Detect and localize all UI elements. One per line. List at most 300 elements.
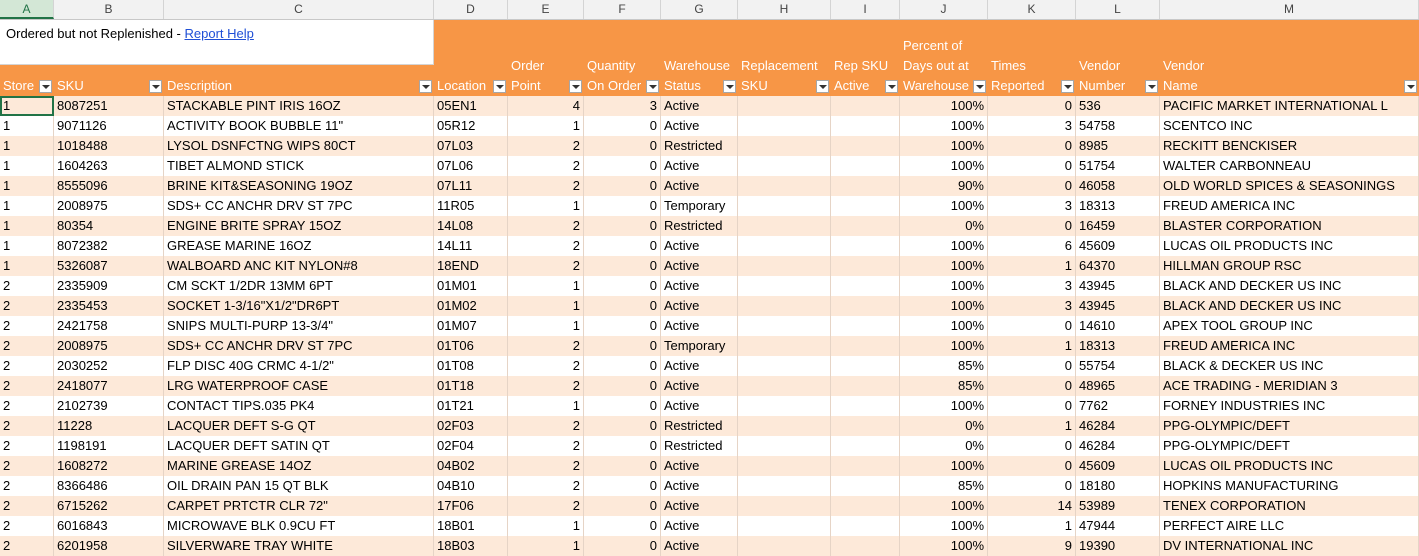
- cell-store[interactable]: 2: [0, 516, 54, 536]
- cell-vendor-number[interactable]: 51754: [1076, 156, 1160, 176]
- cell-store[interactable]: 1: [0, 236, 54, 256]
- cell-vendor-number[interactable]: 43945: [1076, 296, 1160, 316]
- cell-vendor-name[interactable]: BLACK AND DECKER US INC: [1160, 276, 1419, 296]
- cell-times-reported[interactable]: 1: [988, 516, 1076, 536]
- cell-warehouse-status[interactable]: Active: [661, 256, 738, 276]
- cell-vendor-number[interactable]: 47944: [1076, 516, 1160, 536]
- cell-order-point[interactable]: 1: [508, 536, 584, 556]
- cell-sku[interactable]: 8366486: [54, 476, 164, 496]
- cell-rep-sku-active[interactable]: [831, 336, 900, 356]
- cell-store[interactable]: 2: [0, 416, 54, 436]
- cell-rep-sku-active[interactable]: [831, 196, 900, 216]
- cell-percent-days-out[interactable]: 85%: [900, 476, 988, 496]
- cell-rep-sku-active[interactable]: [831, 396, 900, 416]
- cell-times-reported[interactable]: 9: [988, 536, 1076, 556]
- cell-location[interactable]: 01M07: [434, 316, 508, 336]
- cell-quantity-on-order[interactable]: 0: [584, 436, 661, 456]
- cell-times-reported[interactable]: 0: [988, 96, 1076, 116]
- cell-description[interactable]: MARINE GREASE 14OZ: [164, 456, 434, 476]
- cell-percent-days-out[interactable]: 100%: [900, 336, 988, 356]
- cell-vendor-number[interactable]: 55754: [1076, 356, 1160, 376]
- cell-vendor-name[interactable]: PACIFIC MARKET INTERNATIONAL L: [1160, 96, 1419, 116]
- cell-percent-days-out[interactable]: 100%: [900, 96, 988, 116]
- cell-quantity-on-order[interactable]: 0: [584, 356, 661, 376]
- filter-dropdown-icon[interactable]: [569, 80, 582, 93]
- cell-warehouse-status[interactable]: Temporary: [661, 196, 738, 216]
- cell-sku[interactable]: 2102739: [54, 396, 164, 416]
- cell-percent-days-out[interactable]: 0%: [900, 436, 988, 456]
- cell-description[interactable]: FLP DISC 40G CRMC 4-1/2": [164, 356, 434, 376]
- cell-vendor-name[interactable]: DV INTERNATIONAL INC: [1160, 536, 1419, 556]
- cell-quantity-on-order[interactable]: 0: [584, 176, 661, 196]
- cell-warehouse-status[interactable]: Active: [661, 516, 738, 536]
- cell-order-point[interactable]: 1: [508, 396, 584, 416]
- cell-percent-days-out[interactable]: 100%: [900, 516, 988, 536]
- cell-order-point[interactable]: 1: [508, 116, 584, 136]
- cell-vendor-number[interactable]: 46284: [1076, 416, 1160, 436]
- cell-sku[interactable]: 8555096: [54, 176, 164, 196]
- cell-order-point[interactable]: 1: [508, 296, 584, 316]
- cell-store[interactable]: 1: [0, 216, 54, 236]
- cell-replacement-sku[interactable]: [738, 336, 831, 356]
- cell-description[interactable]: SOCKET 1-3/16"X1/2"DR6PT: [164, 296, 434, 316]
- cell-sku[interactable]: 8072382: [54, 236, 164, 256]
- cell-store[interactable]: 2: [0, 396, 54, 416]
- cell-order-point[interactable]: 2: [508, 436, 584, 456]
- cell-percent-days-out[interactable]: 0%: [900, 216, 988, 236]
- filter-dropdown-icon[interactable]: [419, 80, 432, 93]
- cell-quantity-on-order[interactable]: 0: [584, 476, 661, 496]
- cell-warehouse-status[interactable]: Active: [661, 176, 738, 196]
- cell-times-reported[interactable]: 0: [988, 356, 1076, 376]
- cell-vendor-number[interactable]: 536: [1076, 96, 1160, 116]
- column-letter-c[interactable]: C: [164, 0, 434, 19]
- cell-percent-days-out[interactable]: 100%: [900, 156, 988, 176]
- cell-quantity-on-order[interactable]: 0: [584, 116, 661, 136]
- cell-description[interactable]: SDS+ CC ANCHR DRV ST 7PC: [164, 336, 434, 356]
- cell-location[interactable]: 18END: [434, 256, 508, 276]
- cell-location[interactable]: 01T18: [434, 376, 508, 396]
- cell-vendor-name[interactable]: WALTER CARBONNEAU: [1160, 156, 1419, 176]
- cell-order-point[interactable]: 2: [508, 456, 584, 476]
- filter-dropdown-icon[interactable]: [1061, 80, 1074, 93]
- cell-percent-days-out[interactable]: 100%: [900, 296, 988, 316]
- cell-warehouse-status[interactable]: Restricted: [661, 436, 738, 456]
- cell-vendor-number[interactable]: 18313: [1076, 196, 1160, 216]
- cell-store[interactable]: 2: [0, 436, 54, 456]
- cell-vendor-name[interactable]: FREUD AMERICA INC: [1160, 336, 1419, 356]
- cell-quantity-on-order[interactable]: 0: [584, 416, 661, 436]
- cell-vendor-number[interactable]: 14610: [1076, 316, 1160, 336]
- cell-location[interactable]: 02F04: [434, 436, 508, 456]
- cell-order-point[interactable]: 2: [508, 476, 584, 496]
- filter-dropdown-icon[interactable]: [723, 80, 736, 93]
- cell-store[interactable]: 2: [0, 356, 54, 376]
- cell-store[interactable]: 1: [0, 116, 54, 136]
- cell-vendor-name[interactable]: LUCAS OIL PRODUCTS INC: [1160, 456, 1419, 476]
- cell-sku[interactable]: 1608272: [54, 456, 164, 476]
- filter-dropdown-icon[interactable]: [493, 80, 506, 93]
- cell-percent-days-out[interactable]: 85%: [900, 376, 988, 396]
- cell-description[interactable]: MICROWAVE BLK 0.9CU FT: [164, 516, 434, 536]
- column-letter-h[interactable]: H: [738, 0, 831, 19]
- cell-store[interactable]: 2: [0, 276, 54, 296]
- cell-store[interactable]: 1: [0, 176, 54, 196]
- cell-warehouse-status[interactable]: Active: [661, 496, 738, 516]
- cell-vendor-name[interactable]: LUCAS OIL PRODUCTS INC: [1160, 236, 1419, 256]
- cell-location[interactable]: 18B03: [434, 536, 508, 556]
- cell-order-point[interactable]: 2: [508, 176, 584, 196]
- cell-warehouse-status[interactable]: Restricted: [661, 136, 738, 156]
- cell-location[interactable]: 17F06: [434, 496, 508, 516]
- cell-rep-sku-active[interactable]: [831, 376, 900, 396]
- cell-sku[interactable]: 6201958: [54, 536, 164, 556]
- cell-replacement-sku[interactable]: [738, 496, 831, 516]
- cell-store[interactable]: 1: [0, 156, 54, 176]
- filter-dropdown-icon[interactable]: [973, 80, 986, 93]
- cell-warehouse-status[interactable]: Active: [661, 296, 738, 316]
- cell-warehouse-status[interactable]: Active: [661, 236, 738, 256]
- cell-replacement-sku[interactable]: [738, 276, 831, 296]
- cell-times-reported[interactable]: 3: [988, 276, 1076, 296]
- report-title-box[interactable]: [0, 20, 434, 65]
- cell-warehouse-status[interactable]: Active: [661, 156, 738, 176]
- cell-replacement-sku[interactable]: [738, 136, 831, 156]
- cell-replacement-sku[interactable]: [738, 436, 831, 456]
- cell-store[interactable]: 2: [0, 496, 54, 516]
- cell-order-point[interactable]: 4: [508, 96, 584, 116]
- cell-percent-days-out[interactable]: 100%: [900, 196, 988, 216]
- cell-sku[interactable]: 1198191: [54, 436, 164, 456]
- cell-times-reported[interactable]: 0: [988, 136, 1076, 156]
- cell-quantity-on-order[interactable]: 0: [584, 216, 661, 236]
- cell-replacement-sku[interactable]: [738, 156, 831, 176]
- cell-order-point[interactable]: 2: [508, 416, 584, 436]
- cell-sku[interactable]: 8087251: [54, 96, 164, 116]
- cell-vendor-name[interactable]: ACE TRADING - MERIDIAN 3: [1160, 376, 1419, 396]
- cell-description[interactable]: LRG WATERPROOF CASE: [164, 376, 434, 396]
- cell-vendor-name[interactable]: OLD WORLD SPICES & SEASONINGS: [1160, 176, 1419, 196]
- cell-order-point[interactable]: 2: [508, 156, 584, 176]
- cell-times-reported[interactable]: 1: [988, 416, 1076, 436]
- cell-replacement-sku[interactable]: [738, 196, 831, 216]
- report-help-link[interactable]: Report Help: [184, 26, 254, 41]
- cell-replacement-sku[interactable]: [738, 476, 831, 496]
- cell-order-point[interactable]: 2: [508, 376, 584, 396]
- cell-quantity-on-order[interactable]: 0: [584, 456, 661, 476]
- cell-vendor-name[interactable]: BLACK AND DECKER US INC: [1160, 296, 1419, 316]
- cell-percent-days-out[interactable]: 85%: [900, 356, 988, 376]
- column-letter-m[interactable]: M: [1160, 0, 1419, 19]
- cell-order-point[interactable]: 1: [508, 276, 584, 296]
- cell-vendor-number[interactable]: 64370: [1076, 256, 1160, 276]
- cell-order-point[interactable]: 1: [508, 196, 584, 216]
- cell-warehouse-status[interactable]: Active: [661, 396, 738, 416]
- cell-percent-days-out[interactable]: 0%: [900, 416, 988, 436]
- cell-sku[interactable]: 9071126: [54, 116, 164, 136]
- cell-rep-sku-active[interactable]: [831, 516, 900, 536]
- cell-times-reported[interactable]: 0: [988, 316, 1076, 336]
- cell-sku[interactable]: 2030252: [54, 356, 164, 376]
- cell-vendor-number[interactable]: 19390: [1076, 536, 1160, 556]
- cell-store[interactable]: 1: [0, 136, 54, 156]
- cell-rep-sku-active[interactable]: [831, 296, 900, 316]
- cell-replacement-sku[interactable]: [738, 316, 831, 336]
- cell-rep-sku-active[interactable]: [831, 436, 900, 456]
- cell-description[interactable]: SDS+ CC ANCHR DRV ST 7PC: [164, 196, 434, 216]
- cell-warehouse-status[interactable]: Active: [661, 536, 738, 556]
- cell-warehouse-status[interactable]: Temporary: [661, 336, 738, 356]
- cell-vendor-name[interactable]: FREUD AMERICA INC: [1160, 196, 1419, 216]
- cell-location[interactable]: 07L03: [434, 136, 508, 156]
- cell-times-reported[interactable]: 0: [988, 216, 1076, 236]
- cell-quantity-on-order[interactable]: 0: [584, 536, 661, 556]
- filter-dropdown-icon[interactable]: [1404, 80, 1417, 93]
- cell-percent-days-out[interactable]: 100%: [900, 456, 988, 476]
- filter-dropdown-icon[interactable]: [39, 80, 52, 93]
- cell-quantity-on-order[interactable]: 0: [584, 156, 661, 176]
- cell-warehouse-status[interactable]: Restricted: [661, 216, 738, 236]
- cell-times-reported[interactable]: 0: [988, 476, 1076, 496]
- cell-rep-sku-active[interactable]: [831, 256, 900, 276]
- cell-order-point[interactable]: 2: [508, 336, 584, 356]
- cell-order-point[interactable]: 1: [508, 316, 584, 336]
- cell-vendor-number[interactable]: 46058: [1076, 176, 1160, 196]
- cell-replacement-sku[interactable]: [738, 396, 831, 416]
- cell-rep-sku-active[interactable]: [831, 96, 900, 116]
- cell-warehouse-status[interactable]: Restricted: [661, 416, 738, 436]
- cell-percent-days-out[interactable]: 100%: [900, 116, 988, 136]
- cell-times-reported[interactable]: 3: [988, 196, 1076, 216]
- cell-rep-sku-active[interactable]: [831, 456, 900, 476]
- cell-description[interactable]: LACQUER DEFT SATIN QT: [164, 436, 434, 456]
- cell-replacement-sku[interactable]: [738, 296, 831, 316]
- column-letter-k[interactable]: K: [988, 0, 1076, 19]
- cell-percent-days-out[interactable]: 100%: [900, 396, 988, 416]
- cell-vendor-name[interactable]: APEX TOOL GROUP INC: [1160, 316, 1419, 336]
- cell-vendor-name[interactable]: FORNEY INDUSTRIES INC: [1160, 396, 1419, 416]
- cell-sku[interactable]: 1018488: [54, 136, 164, 156]
- cell-rep-sku-active[interactable]: [831, 416, 900, 436]
- cell-quantity-on-order[interactable]: 0: [584, 256, 661, 276]
- cell-vendor-name[interactable]: HOPKINS MANUFACTURING: [1160, 476, 1419, 496]
- filter-dropdown-icon[interactable]: [885, 80, 898, 93]
- cell-description[interactable]: ACTIVITY BOOK BUBBLE 11": [164, 116, 434, 136]
- cell-quantity-on-order[interactable]: 0: [584, 276, 661, 296]
- cell-vendor-name[interactable]: RECKITT BENCKISER: [1160, 136, 1419, 156]
- cell-store[interactable]: 2: [0, 476, 54, 496]
- cell-sku[interactable]: 11228: [54, 416, 164, 436]
- cell-times-reported[interactable]: 0: [988, 156, 1076, 176]
- cell-store[interactable]: 2: [0, 316, 54, 336]
- cell-quantity-on-order[interactable]: 0: [584, 376, 661, 396]
- cell-description[interactable]: WALBOARD ANC KIT NYLON#8: [164, 256, 434, 276]
- cell-percent-days-out[interactable]: 100%: [900, 276, 988, 296]
- cell-quantity-on-order[interactable]: 0: [584, 516, 661, 536]
- cell-percent-days-out[interactable]: 100%: [900, 136, 988, 156]
- cell-location[interactable]: 04B02: [434, 456, 508, 476]
- cell-store[interactable]: 1: [0, 256, 54, 276]
- cell-location[interactable]: 18B01: [434, 516, 508, 536]
- cell-description[interactable]: LACQUER DEFT S-G QT: [164, 416, 434, 436]
- cell-quantity-on-order[interactable]: 0: [584, 196, 661, 216]
- cell-quantity-on-order[interactable]: 0: [584, 336, 661, 356]
- cell-sku[interactable]: 6715262: [54, 496, 164, 516]
- cell-vendor-number[interactable]: 18180: [1076, 476, 1160, 496]
- cell-location[interactable]: 14L11: [434, 236, 508, 256]
- cell-replacement-sku[interactable]: [738, 96, 831, 116]
- cell-times-reported[interactable]: 0: [988, 176, 1076, 196]
- cell-rep-sku-active[interactable]: [831, 176, 900, 196]
- cell-description[interactable]: OIL DRAIN PAN 15 QT BLK: [164, 476, 434, 496]
- cell-location[interactable]: 07L06: [434, 156, 508, 176]
- cell-replacement-sku[interactable]: [738, 216, 831, 236]
- cell-percent-days-out[interactable]: 100%: [900, 496, 988, 516]
- cell-percent-days-out[interactable]: 100%: [900, 236, 988, 256]
- cell-quantity-on-order[interactable]: 0: [584, 316, 661, 336]
- cell-vendor-number[interactable]: 18313: [1076, 336, 1160, 356]
- cell-description[interactable]: BRINE KIT&SEASONING 19OZ: [164, 176, 434, 196]
- cell-replacement-sku[interactable]: [738, 256, 831, 276]
- cell-vendor-number[interactable]: 46284: [1076, 436, 1160, 456]
- cell-rep-sku-active[interactable]: [831, 476, 900, 496]
- cell-description[interactable]: STACKABLE PINT IRIS 16OZ: [164, 96, 434, 116]
- cell-times-reported[interactable]: 1: [988, 336, 1076, 356]
- cell-description[interactable]: CONTACT TIPS.035 PK4: [164, 396, 434, 416]
- cell-store[interactable]: 2: [0, 456, 54, 476]
- cell-quantity-on-order[interactable]: 0: [584, 296, 661, 316]
- cell-store[interactable]: 2: [0, 336, 54, 356]
- cell-description[interactable]: TIBET ALMOND STICK: [164, 156, 434, 176]
- cell-times-reported[interactable]: 0: [988, 436, 1076, 456]
- cell-replacement-sku[interactable]: [738, 356, 831, 376]
- cell-vendor-number[interactable]: 43945: [1076, 276, 1160, 296]
- cell-quantity-on-order[interactable]: 0: [584, 136, 661, 156]
- cell-replacement-sku[interactable]: [738, 376, 831, 396]
- cell-vendor-name[interactable]: BLASTER CORPORATION: [1160, 216, 1419, 236]
- cell-rep-sku-active[interactable]: [831, 276, 900, 296]
- cell-location[interactable]: 05R12: [434, 116, 508, 136]
- cell-times-reported[interactable]: 3: [988, 116, 1076, 136]
- column-letter-l[interactable]: L: [1076, 0, 1160, 19]
- cell-times-reported[interactable]: 14: [988, 496, 1076, 516]
- cell-times-reported[interactable]: 6: [988, 236, 1076, 256]
- cell-times-reported[interactable]: 0: [988, 456, 1076, 476]
- cell-location[interactable]: 02F03: [434, 416, 508, 436]
- cell-replacement-sku[interactable]: [738, 536, 831, 556]
- cell-store[interactable]: 1: [0, 96, 54, 116]
- filter-dropdown-icon[interactable]: [646, 80, 659, 93]
- cell-vendor-number[interactable]: 7762: [1076, 396, 1160, 416]
- column-letter-f[interactable]: F: [584, 0, 661, 19]
- cell-rep-sku-active[interactable]: [831, 136, 900, 156]
- cell-vendor-name[interactable]: TENEX CORPORATION: [1160, 496, 1419, 516]
- cell-replacement-sku[interactable]: [738, 116, 831, 136]
- column-letter-d[interactable]: D: [434, 0, 508, 19]
- cell-vendor-number[interactable]: 54758: [1076, 116, 1160, 136]
- cell-percent-days-out[interactable]: 100%: [900, 256, 988, 276]
- column-letter-j[interactable]: J: [900, 0, 988, 19]
- cell-vendor-number[interactable]: 16459: [1076, 216, 1160, 236]
- cell-replacement-sku[interactable]: [738, 176, 831, 196]
- cell-sku[interactable]: 80354: [54, 216, 164, 236]
- cell-vendor-name[interactable]: HILLMAN GROUP RSC: [1160, 256, 1419, 276]
- column-letter-e[interactable]: E: [508, 0, 584, 19]
- cell-description[interactable]: CM SCKT 1/2DR 13MM 6PT: [164, 276, 434, 296]
- cell-store[interactable]: 2: [0, 376, 54, 396]
- cell-warehouse-status[interactable]: Active: [661, 376, 738, 396]
- cell-sku[interactable]: 2418077: [54, 376, 164, 396]
- cell-location[interactable]: 14L08: [434, 216, 508, 236]
- cell-warehouse-status[interactable]: Active: [661, 116, 738, 136]
- cell-times-reported[interactable]: 3: [988, 296, 1076, 316]
- cell-vendor-number[interactable]: 45609: [1076, 236, 1160, 256]
- cell-sku[interactable]: 2008975: [54, 196, 164, 216]
- cell-rep-sku-active[interactable]: [831, 236, 900, 256]
- cell-order-point[interactable]: 2: [508, 236, 584, 256]
- cell-order-point[interactable]: 2: [508, 136, 584, 156]
- cell-description[interactable]: CARPET PRTCTR CLR 72": [164, 496, 434, 516]
- cell-location[interactable]: 01M01: [434, 276, 508, 296]
- cell-percent-days-out[interactable]: 90%: [900, 176, 988, 196]
- column-letter-b[interactable]: B: [54, 0, 164, 19]
- cell-vendor-number[interactable]: 8985: [1076, 136, 1160, 156]
- cell-rep-sku-active[interactable]: [831, 116, 900, 136]
- cell-store[interactable]: 2: [0, 536, 54, 556]
- cell-rep-sku-active[interactable]: [831, 156, 900, 176]
- cell-location[interactable]: 05EN1: [434, 96, 508, 116]
- cell-warehouse-status[interactable]: Active: [661, 96, 738, 116]
- cell-replacement-sku[interactable]: [738, 456, 831, 476]
- cell-sku[interactable]: 1604263: [54, 156, 164, 176]
- cell-vendor-name[interactable]: PPG-OLYMPIC/DEFT: [1160, 416, 1419, 436]
- cell-sku[interactable]: 6016843: [54, 516, 164, 536]
- cell-location[interactable]: 07L11: [434, 176, 508, 196]
- cell-order-point[interactable]: 2: [508, 356, 584, 376]
- cell-order-point[interactable]: 1: [508, 516, 584, 536]
- cell-vendor-name[interactable]: SCENTCO INC: [1160, 116, 1419, 136]
- cell-description[interactable]: GREASE MARINE 16OZ: [164, 236, 434, 256]
- cell-store[interactable]: 1: [0, 196, 54, 216]
- cell-warehouse-status[interactable]: Active: [661, 316, 738, 336]
- cell-replacement-sku[interactable]: [738, 236, 831, 256]
- column-letter-i[interactable]: I: [831, 0, 900, 19]
- cell-percent-days-out[interactable]: 100%: [900, 536, 988, 556]
- cell-rep-sku-active[interactable]: [831, 356, 900, 376]
- cell-sku[interactable]: 5326087: [54, 256, 164, 276]
- cell-sku[interactable]: 2335453: [54, 296, 164, 316]
- cell-vendor-name[interactable]: PERFECT AIRE LLC: [1160, 516, 1419, 536]
- column-letter-a[interactable]: A: [0, 0, 54, 19]
- cell-sku[interactable]: 2335909: [54, 276, 164, 296]
- cell-description[interactable]: SNIPS MULTI-PURP 13-3/4": [164, 316, 434, 336]
- cell-rep-sku-active[interactable]: [831, 496, 900, 516]
- cell-order-point[interactable]: 2: [508, 496, 584, 516]
- cell-quantity-on-order[interactable]: 0: [584, 396, 661, 416]
- cell-location[interactable]: 01T06: [434, 336, 508, 356]
- cell-quantity-on-order[interactable]: 3: [584, 96, 661, 116]
- cell-sku[interactable]: 2421758: [54, 316, 164, 336]
- cell-percent-days-out[interactable]: 100%: [900, 316, 988, 336]
- cell-location[interactable]: 01M02: [434, 296, 508, 316]
- cell-location[interactable]: 01T08: [434, 356, 508, 376]
- cell-times-reported[interactable]: 0: [988, 396, 1076, 416]
- cell-location[interactable]: 11R05: [434, 196, 508, 216]
- cell-sku[interactable]: 2008975: [54, 336, 164, 356]
- cell-warehouse-status[interactable]: Active: [661, 276, 738, 296]
- filter-dropdown-icon[interactable]: [1145, 80, 1158, 93]
- cell-replacement-sku[interactable]: [738, 416, 831, 436]
